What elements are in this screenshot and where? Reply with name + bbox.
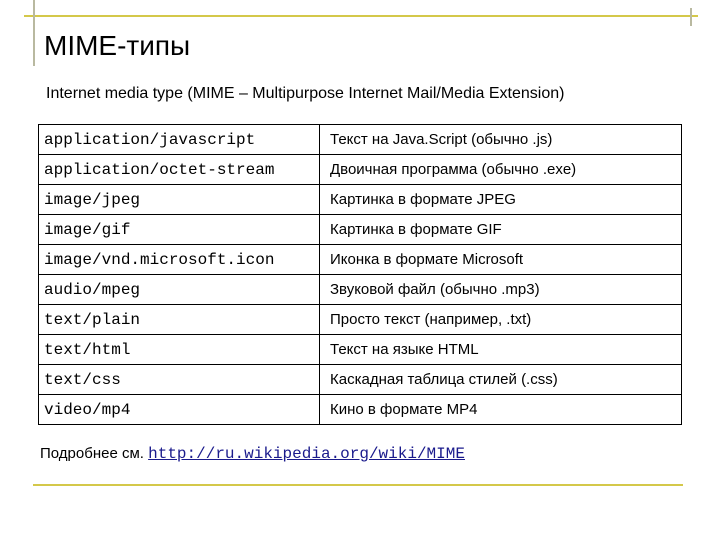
mime-type-cell: text/css xyxy=(39,365,320,395)
mime-type-cell: text/html xyxy=(39,335,320,365)
mime-desc-cell: Иконка в формате Microsoft xyxy=(320,245,682,275)
frame-top-line xyxy=(24,15,698,17)
mime-desc-cell: Каскадная таблица стилей (.css) xyxy=(320,365,682,395)
mime-type-cell: audio/mpeg xyxy=(39,275,320,305)
footer-note xyxy=(40,444,465,464)
table-row xyxy=(39,155,682,185)
wikipedia-link[interactable]: http://ru.wikipedia.org/wiki/MIME xyxy=(148,445,465,463)
mime-desc-cell: Картинка в формате GIF xyxy=(320,215,682,245)
table-row xyxy=(39,125,682,155)
table-row xyxy=(39,305,682,335)
slide-title: MIME-типы xyxy=(44,30,191,61)
mime-desc-cell: Просто текст (например, .txt) xyxy=(320,305,682,335)
frame-right-line xyxy=(690,8,692,26)
mime-type-cell: image/jpeg xyxy=(39,185,320,215)
footer-label: Подробнее см. xyxy=(40,445,149,462)
mime-type-cell: application/javascript xyxy=(39,125,320,155)
table-row xyxy=(39,185,682,215)
mime-desc-cell: Кино в формате MP4 xyxy=(320,395,682,425)
slide-subtitle: Internet media type (MIME – Multipurpose Internet Mail/Media Extension) xyxy=(46,85,565,102)
mime-type-cell: video/mp4 xyxy=(39,395,320,425)
mime-type-cell: image/vnd.microsoft.icon xyxy=(39,245,320,275)
mime-type-cell: image/gif xyxy=(39,215,320,245)
table-row xyxy=(39,395,682,425)
table-row xyxy=(39,245,682,275)
mime-desc-cell: Текст на Java.Script (обычно .js) xyxy=(320,125,682,155)
table-row xyxy=(39,335,682,365)
mime-type-cell: application/octet-stream xyxy=(39,155,320,185)
mime-desc-cell: Двоичная программа (обычно .exe) xyxy=(320,155,682,185)
frame-left-line xyxy=(33,0,35,66)
mime-types-table xyxy=(38,124,682,425)
mime-desc-cell: Картинка в формате JPEG xyxy=(320,185,682,215)
table-row xyxy=(39,275,682,305)
mime-type-cell: text/plain xyxy=(39,305,320,335)
table-row xyxy=(39,365,682,395)
table-row xyxy=(39,215,682,245)
frame-bottom-line xyxy=(33,484,683,486)
mime-desc-cell: Звуковой файл (обычно .mp3) xyxy=(320,275,682,305)
mime-desc-cell: Текст на языке HTML xyxy=(320,335,682,365)
